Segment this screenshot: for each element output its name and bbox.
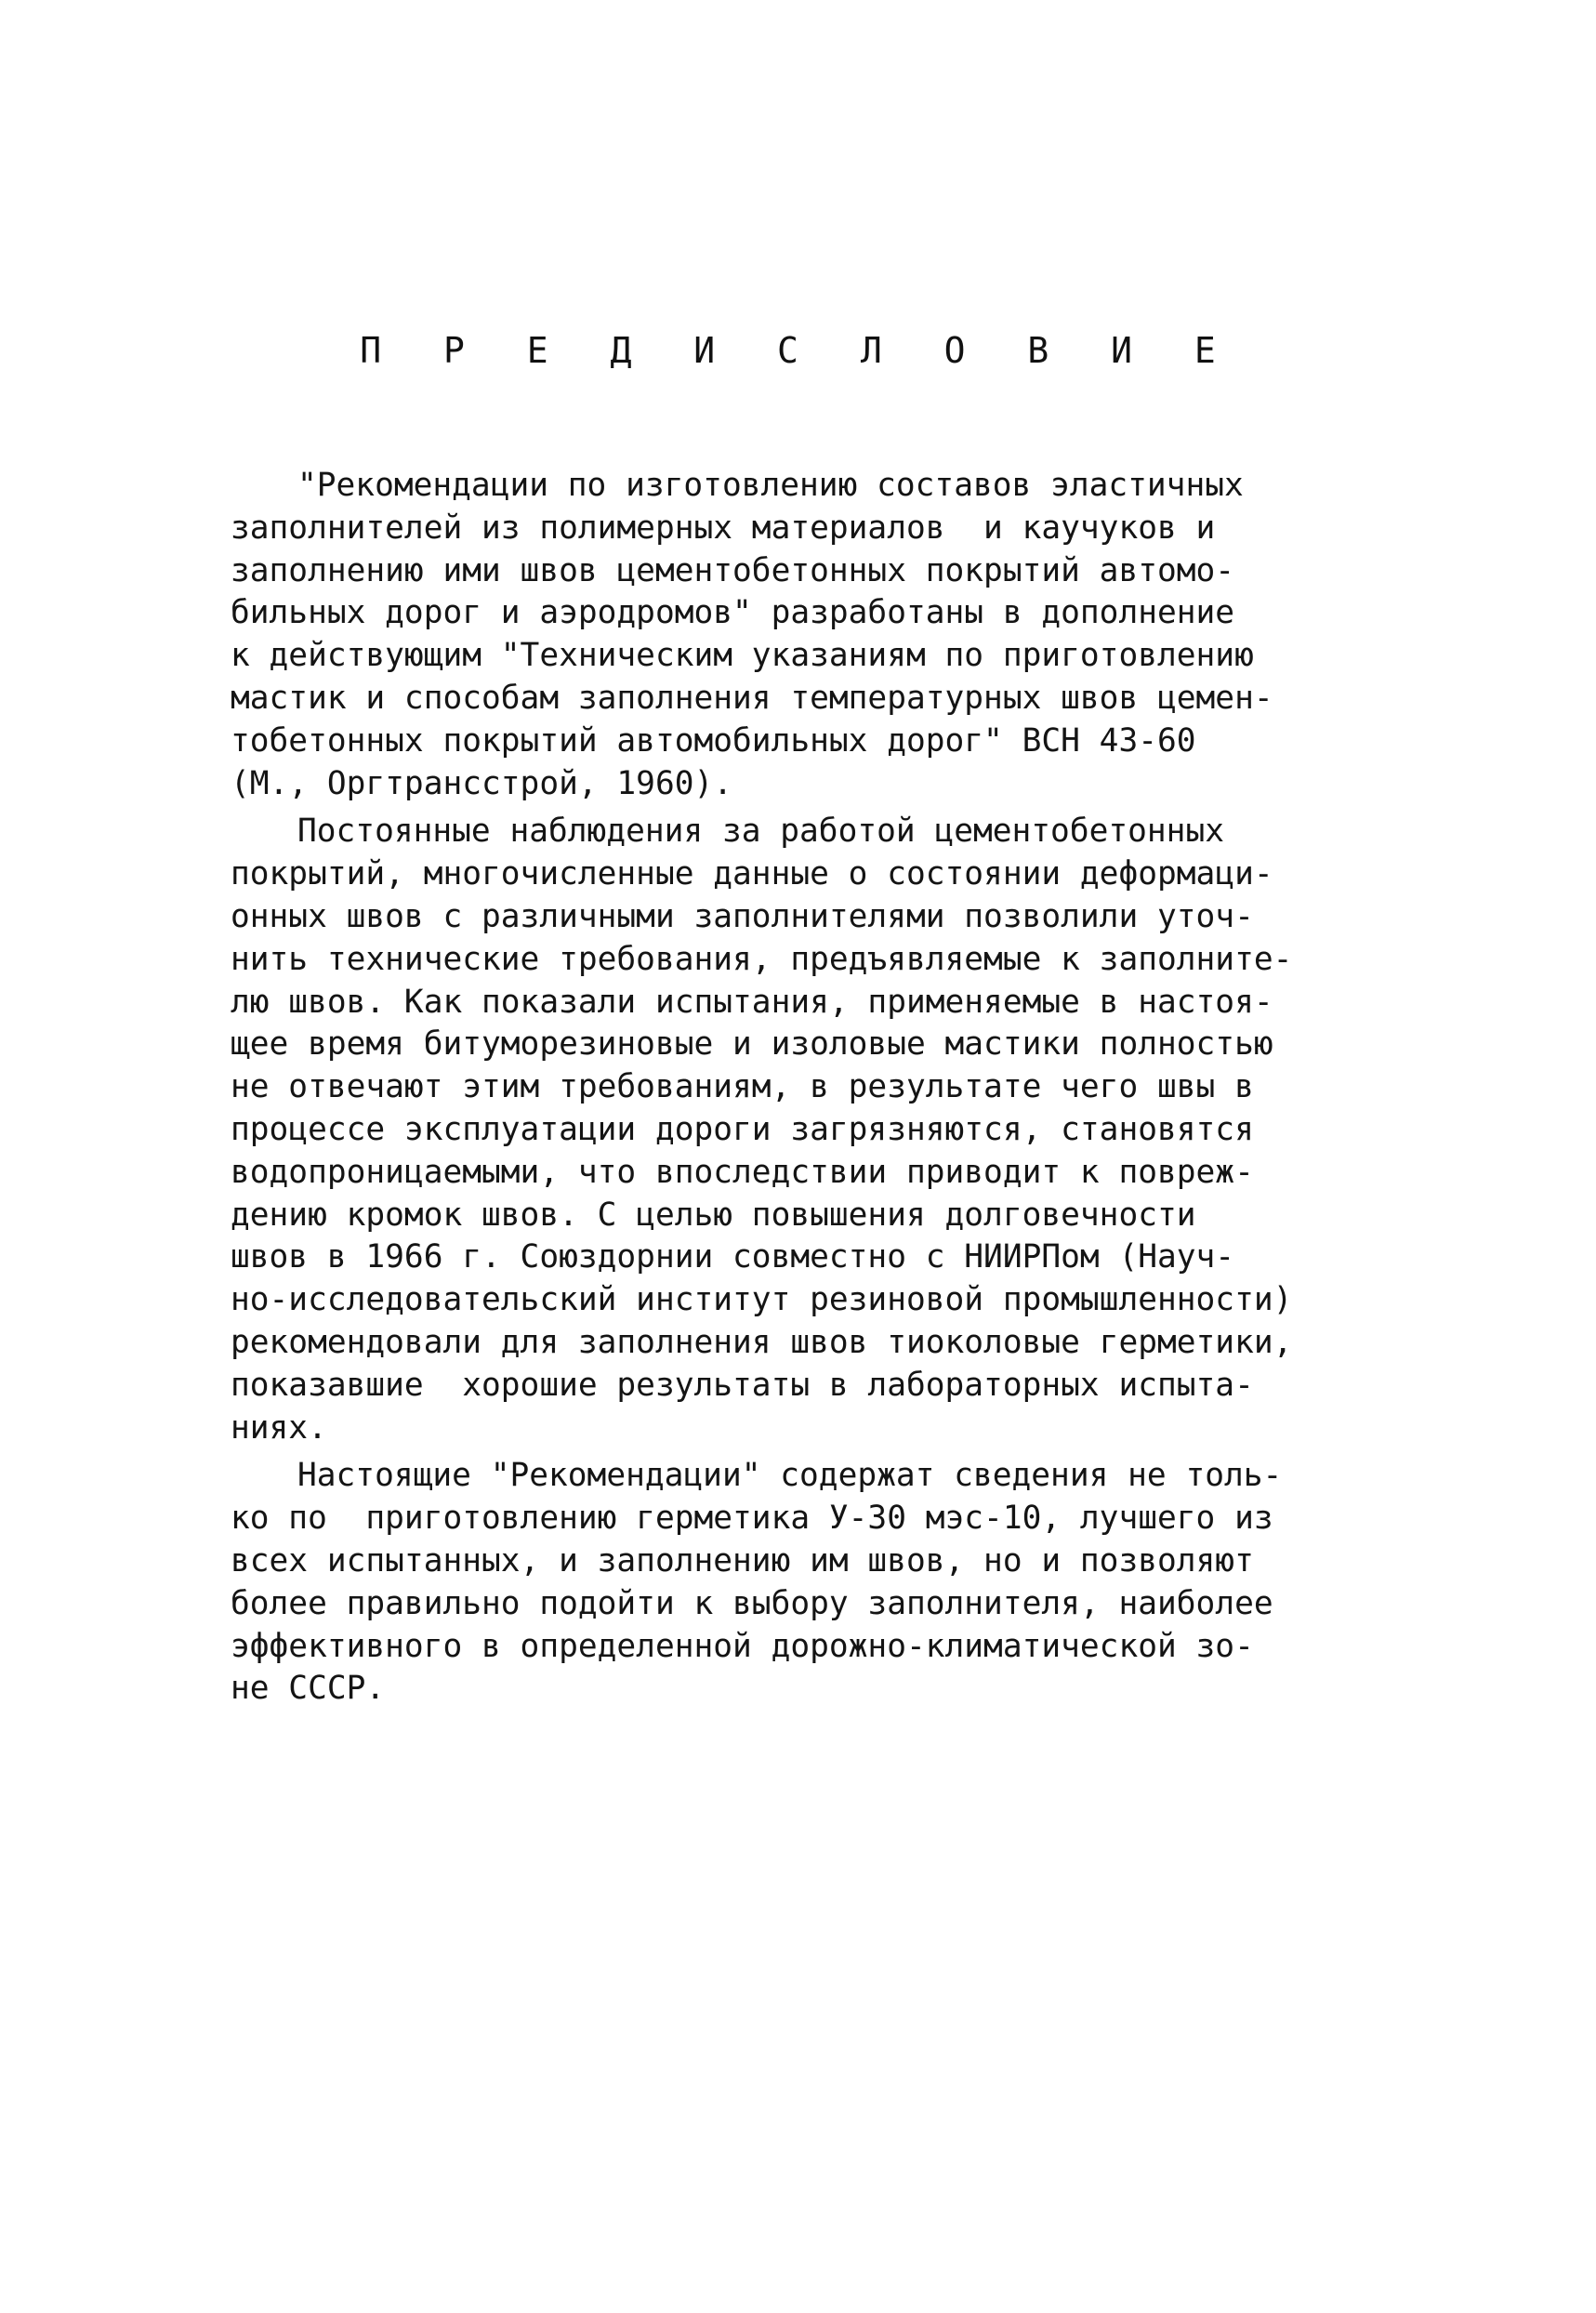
paragraph-intro [231, 465, 1420, 805]
text-line: к действующим "Техническим указаниям по приготовлению [231, 637, 1254, 675]
text-line: лю швов. Как показали испытания, применяемые в настоя- [231, 983, 1273, 1021]
text-line: не СССР. [231, 1670, 386, 1708]
text-line: но-исследовательский институт резиновой промышленности) [231, 1281, 1293, 1319]
paragraph-scope [231, 1455, 1420, 1711]
text-line: рекомендовали для заполнения швов тиоколовые герметики, [231, 1323, 1293, 1361]
text-line: всех испытанных, и заполнению им швов, но и позволяют [231, 1541, 1254, 1579]
text-line: Постоянные наблюдения за работой цементобетонных [297, 813, 1224, 851]
page-title: П Р Е Д И С Л О В И Е [360, 330, 1236, 371]
text-line: заполнителей из полимерных материалов и каучуков и [231, 509, 1216, 547]
text-line: водопроницаемыми, что впоследствии приводит к повреж- [231, 1153, 1254, 1191]
text-line: эффективного в определенной дорожно-климатической зо- [231, 1627, 1254, 1665]
text-line: бильных дорог и аэродромов" разработаны в дополнение [231, 594, 1235, 632]
text-line: не отвечают этим требованиям, в результате чего швы в [231, 1068, 1254, 1106]
text-line: Настоящие "Рекомендации" содержат сведения не толь- [297, 1457, 1283, 1495]
text-line: тобетонных покрытий автомобильных дорог" ВСН 43-60 [231, 721, 1196, 760]
text-line: "Рекомендации по изготовлению составов эластичных [297, 467, 1244, 504]
text-line: показавшие хорошие результаты в лабораторных испыта- [231, 1366, 1254, 1404]
paragraph-observations [231, 811, 1420, 1449]
text-line: покрытий, многочисленные данные о состоянии деформаци- [231, 855, 1273, 893]
text-line: процессе эксплуатации дороги загрязняются, становятся [231, 1110, 1254, 1148]
text-line: мастик и способам заполнения температурных швов цемен- [231, 679, 1273, 717]
text-line: швов в 1966 г. Союздорнии совместно с НИИРПом (Науч- [231, 1238, 1235, 1276]
text-line: заполнению ими швов цементобетонных покрытий автомо- [231, 551, 1235, 589]
text-line: онных швов с различными заполнителями позволили уточ- [231, 897, 1254, 935]
text-line: щее время битуморезиновые и изоловые мастики полностью [231, 1025, 1273, 1064]
text-line: более правильно подойти к выбору заполнителя, наиболее [231, 1584, 1273, 1622]
text-line: ко по приготовлению герметика У-30 мэс-10, лучшего из [231, 1500, 1273, 1538]
text-line: дению кромок швов. С целью повышения долговечности [231, 1196, 1196, 1234]
text-line: (М., Оргтрансстрой, 1960). [231, 764, 733, 802]
body-text [231, 465, 1420, 1716]
text-line: ниях. [231, 1408, 327, 1447]
text-line: нить технические требования, предъявляемые к заполните- [231, 940, 1293, 978]
